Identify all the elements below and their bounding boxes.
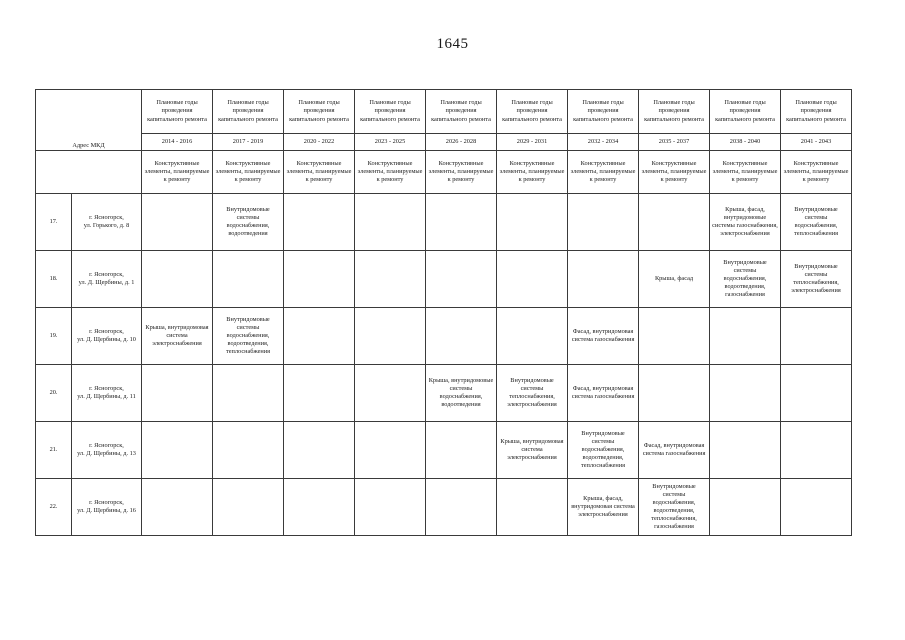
address-cell [72,251,142,308]
repair-elements-cell: Крыша, фасад [639,251,710,308]
table-row [36,194,852,251]
elements-header-cell: Конструктивные элементы, планируемые к ремонту [213,151,284,194]
repair-elements-cell [284,422,355,479]
repair-elements-cell [639,194,710,251]
repair-elements-cell [355,479,426,536]
address-street: ул. Д. Щербины, д. 1 [78,279,135,286]
repair-elements-cell: Крыша, фасад, внутридомовая система электроснабжения [568,479,639,536]
repair-elements-cell: Крыша, внутридомовая система электроснабжения [142,308,213,365]
planned-years-header-cell: Плановые годы проведения капитального ремонта [426,90,497,134]
repair-elements-cell [426,479,497,536]
address-city: г. Ясногорск, [89,327,124,335]
planned-years-header-cell: Плановые годы проведения капитального ремонта [639,90,710,134]
period-header-cell: 2041 - 2043 [781,134,852,151]
planned-years-header-cell: Плановые годы проведения капитального ремонта [213,90,284,134]
repair-elements-cell: Фасад, внутридомовая система газоснабжения [639,422,710,479]
planned-years-header-cell: Плановые годы проведения капитального ремонта [284,90,355,134]
repair-elements-cell: Внутридомовые системы водоснабжения, водоотведения [213,194,284,251]
repair-elements-cell: Внутридомовые системы водоснабжения, водоотведения, теплоснабжения [568,422,639,479]
address-city: г. Ясногорск, [89,384,124,392]
address-cell [72,479,142,536]
repair-elements-cell [497,479,568,536]
elements-header-cell: Конструктивные элементы, планируемые к ремонту [497,151,568,194]
address-cell [72,194,142,251]
address-header-cell [36,90,142,151]
planned-years-header-cell: Плановые годы проведения капитального ремонта [568,90,639,134]
repair-elements-cell [426,194,497,251]
repair-elements-cell [568,194,639,251]
repair-elements-cell [284,365,355,422]
address-street: ул. Д. Щербины, д. 16 [77,507,136,514]
planned-years-header-cell: Плановые годы проведения капитального ремонта [142,90,213,134]
repair-elements-cell [355,308,426,365]
address-cell [72,365,142,422]
address-street: ул. Д. Щербины, д. 10 [77,336,136,343]
address-city: г. Ясногорск, [89,498,124,506]
address-street: ул. Д. Щербины, д. 11 [77,393,136,400]
repair-elements-cell [355,251,426,308]
repair-elements-cell [142,422,213,479]
repair-elements-cell: Внутридомовые системы водоснабжения, водоотведения, теплоснабжения [213,308,284,365]
table-row [36,308,852,365]
elements-header-cell: Конструктивные элементы, планируемые к ремонту [426,151,497,194]
elements-header-cell: Конструктивные элементы, планируемые к ремонту [639,151,710,194]
row-number-cell: 17. [36,194,72,251]
address-street: ул. Д. Щербины, д. 13 [77,450,136,457]
repair-elements-cell: Внутридомовые системы теплоснабжения, электроснабжения [781,251,852,308]
elements-header-cell: Конструктивные элементы, планируемые к ремонту [781,151,852,194]
repair-elements-cell [497,194,568,251]
table-body [36,90,852,536]
elements-header-cell: Конструктивные элементы, планируемые к ремонту [568,151,639,194]
table-row [36,479,852,536]
period-header-cell: 2026 - 2028 [426,134,497,151]
period-header-cell: 2014 - 2016 [142,134,213,151]
period-header-cell: 2017 - 2019 [213,134,284,151]
repair-elements-cell [142,479,213,536]
page-number: 1645 [436,36,469,52]
repair-elements-cell: Крыша, фасад, внутридомовые системы газоснабжения, электроснабжения [710,194,781,251]
repair-elements-cell: Крыша, внутридомовые системы водоснабжения, водоотведения [426,365,497,422]
address-street: ул. Горького, д. 8 [83,222,130,229]
period-header-cell: 2023 - 2025 [355,134,426,151]
repair-elements-cell [284,251,355,308]
elements-header-cell: Конструктивные элементы, планируемые к ремонту [355,151,426,194]
elements-header-cell: Конструктивные элементы, планируемые к ремонту [710,151,781,194]
repair-elements-cell: Внутридомовые системы водоснабжения, водоотведения, теплоснабжения, газоснабжения [639,479,710,536]
row-number-cell: 20. [36,365,72,422]
repair-elements-cell [710,308,781,365]
repair-elements-cell [710,479,781,536]
repair-elements-cell [213,479,284,536]
header-row-planned-years [36,90,852,134]
repair-elements-cell [710,422,781,479]
repair-elements-cell [213,365,284,422]
repair-elements-cell [355,194,426,251]
repair-elements-cell [284,479,355,536]
address-header: Адрес МКД [72,141,105,149]
elements-header-cell: Конструктивные элементы, планируемые к ремонту [284,151,355,194]
planned-years-header-cell: Плановые годы проведения капитального ремонта [497,90,568,134]
table-row [36,251,852,308]
repair-elements-cell: Фасад, внутридомовая система газоснабжения [568,365,639,422]
repair-elements-cell [142,365,213,422]
period-header-cell: 2038 - 2040 [710,134,781,151]
repair-elements-cell [142,251,213,308]
header-row-elements [36,151,852,194]
table-row [36,422,852,479]
repair-elements-cell [639,308,710,365]
row-number-cell: 21. [36,422,72,479]
repair-elements-cell [284,308,355,365]
repair-elements-cell [355,422,426,479]
empty-header-cell [36,151,142,194]
repair-elements-cell [142,194,213,251]
address-city: г. Ясногорск, [89,213,124,221]
repair-elements-cell [497,308,568,365]
repair-elements-cell [284,194,355,251]
header-row-periods [36,134,852,151]
repair-elements-cell: Фасад, внутридомовая система газоснабжения [568,308,639,365]
repair-elements-cell [639,365,710,422]
period-header-cell: 2029 - 2031 [497,134,568,151]
repair-elements-cell [426,422,497,479]
repair-elements-cell [213,251,284,308]
period-header-cell: 2035 - 2037 [639,134,710,151]
row-number-cell: 22. [36,479,72,536]
repair-elements-cell: Внутридомовые системы водоснабжения, теплоснабжения [781,194,852,251]
repair-elements-cell [213,422,284,479]
period-header-cell: 2032 - 2034 [568,134,639,151]
table-row [36,365,852,422]
planned-years-header-cell: Плановые годы проведения капитального ремонта [710,90,781,134]
repair-elements-cell [781,422,852,479]
capital-repair-schedule-table [35,89,852,536]
row-number-cell: 19. [36,308,72,365]
row-number-cell: 18. [36,251,72,308]
repair-elements-cell [497,251,568,308]
repair-elements-cell [426,308,497,365]
repair-elements-cell [781,365,852,422]
repair-elements-cell: Внутридомовые системы водоснабжения, водоотведения, газоснабжения [710,251,781,308]
address-cell [72,308,142,365]
repair-elements-cell [426,251,497,308]
repair-elements-cell [568,251,639,308]
repair-elements-cell [781,479,852,536]
repair-elements-cell [781,308,852,365]
address-cell [72,422,142,479]
elements-header-cell: Конструктивные элементы, планируемые к ремонту [142,151,213,194]
repair-elements-cell: Внутридомовые системы теплоснабжения, электроснабжения [497,365,568,422]
repair-elements-cell [710,365,781,422]
planned-years-header-cell: Плановые годы проведения капитального ремонта [781,90,852,134]
planned-years-header-cell: Плановые годы проведения капитального ремонта [355,90,426,134]
address-city: г. Ясногорск, [89,270,124,278]
period-header-cell: 2020 - 2022 [284,134,355,151]
address-city: г. Ясногорск, [89,441,124,449]
repair-elements-cell: Крыша, внутридомовая система электроснабжения [497,422,568,479]
repair-elements-cell [355,365,426,422]
